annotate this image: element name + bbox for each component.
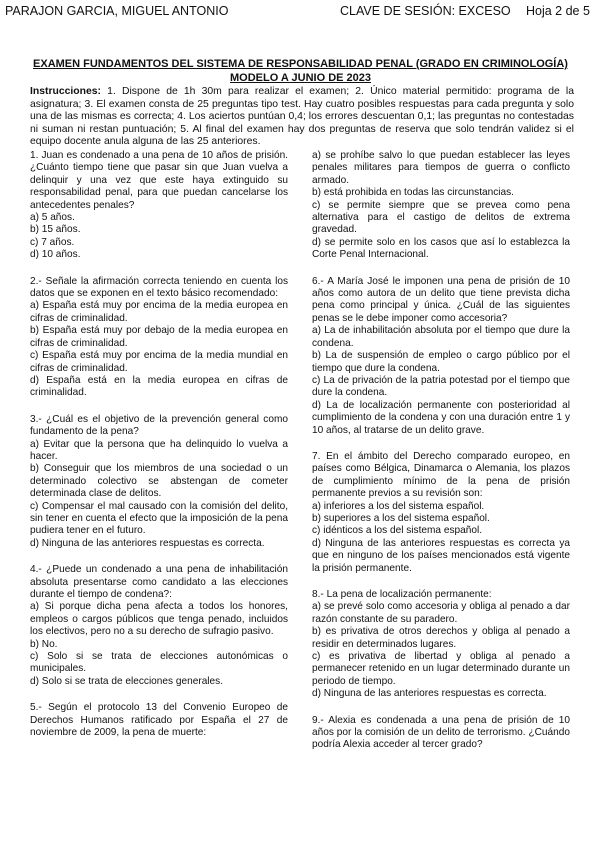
exam-model: MODELO A JUNIO DE 2023 — [230, 72, 371, 84]
question-2 — [30, 276, 288, 400]
answer-option: a) España está muy por encima de la media europea en cifras de criminalidad. — [30, 300, 288, 324]
answer-option: a) inferiores a los del sistema español. — [312, 500, 485, 512]
question-stem: 2.- Señale la afirmación correcta teniendo en cuenta los datos que se exponen en el texto básico recomendado: — [30, 275, 288, 300]
question-4 — [30, 564, 288, 688]
answer-option: b) 15 años. — [30, 224, 81, 236]
answer-option: d) Ninguna de las anteriores respuestas es correcta. — [312, 688, 547, 700]
answer-option: c) España está muy por encima de la media mundial en cifras de criminalidad. — [30, 350, 288, 374]
question-5-continued — [312, 150, 570, 262]
answer-option: b) La de suspensión de empleo o cargo público por el tiempo que dure la condena. — [312, 350, 570, 374]
answer-option: d) La de localización permanente con posterioridad al cumplimiento de la condena y con una duración entre 1 y 10 años, al tratarse de un delito grave. — [312, 399, 570, 436]
session-key: CLAVE DE SESIÓN: EXCESO — [340, 4, 511, 18]
answer-option: d) se permite solo en los casos que así lo establezca la Corte Penal Internacional. — [312, 236, 570, 261]
question-stem: 3.- ¿Cuál es el objetivo de la prevención general como fundamento de la pena? — [30, 413, 288, 438]
answer-option: b) España está muy por debajo de la media europea en cifras de criminalidad. — [30, 325, 288, 349]
answer-option: b) es privativa de otros derechos y obliga al penado a residir en determinados lugares. — [312, 626, 570, 650]
exam-title: EXAMEN FUNDAMENTOS DEL SISTEMA DE RESPONSABILIDAD PENAL (GRADO EN CRIMINOLOGÍA) — [33, 58, 568, 70]
answer-option: d) Solo si se trata de elecciones generales. — [30, 675, 224, 687]
answer-option: d) 10 años. — [30, 249, 81, 261]
answer-option: d) Ninguna de las anteriores respuestas es correcta ya que en ninguno de los países mencionados está vigente la prisión permanente. — [312, 537, 570, 574]
right-column — [312, 150, 570, 765]
answer-option: c) Solo si se trata de elecciones autonómicas o municipales. — [30, 651, 288, 675]
answer-option: b) Conseguir que los miembros de una sociedad o un determinado colectivo se abstengan de cometer determinada clase de delitos. — [30, 463, 288, 500]
answer-option: a) La de inhabilitación absoluta por el tiempo que dure la condena. — [312, 325, 570, 349]
question-stem: 6.- A María José le imponen una pena de prisión de 10 años como autora de un delito que tiene prevista dicha pena como principal y única. ¿Cuál de las siguientes penas se le debe imponer como accesoria? — [312, 275, 570, 324]
question-stem: 1. Juan es condenado a una pena de 10 años de prisión. ¿Cuánto tiempo tiene que pasar sin que Juan vuelva a delinquir y una vez que este haya extinguido su responsabilidad penal, para que puedan cancelarse los antecedentes penales? — [30, 150, 288, 211]
answer-option: b) superiores a los del sistema español. — [312, 512, 490, 524]
answer-option: c) idénticos a los del sistema español. — [312, 525, 482, 537]
question-stem: 8.- La pena de localización permanente: — [312, 589, 492, 600]
answer-option: c) La de privación de la patria potestad por el tiempo que dure la condena. — [312, 374, 570, 399]
question-7 — [312, 451, 570, 575]
answer-option: c) se permite siempre que se prevea como pena alternativa para el castigo de delitos de extrema gravedad. — [312, 199, 570, 236]
question-9 — [312, 715, 570, 752]
instructions-label: Instrucciones: — [30, 86, 102, 97]
instructions-text: 1. Dispone de 1h 30m para realizar el examen; 2. Único material permitido: programa de la asignatura; 3. El examen consta de 25 preguntas tipo test. Hay cuatro posibles respuestas para cada pregunta y solo una de las mismas es correcta; 4. Los aciertos puntúan 0,4; los errores descuentan 0,1; las preguntas no contestadas ni suman ni restan puntuación; 5. Al final del examen hay dos preguntas de reserva que solo tendrán validez si el equipo docente anula alguna de las 25 anteriores. — [30, 86, 574, 148]
question-stem: 7. En el ámbito del Derecho comparado europeo, en países como Bélgica, Dinamarca o Alemania, los plazos de cumplimiento mínimo de la pena de prisión permanente previos a su revisión son: — [312, 450, 570, 500]
answer-option: a) Si porque dicha pena afecta a todos los honores, empleos o cargos públicos que tenga penado, incluidos los electivos, pero no a su derecho de sufragio pasivo. — [30, 601, 288, 638]
answer-option: c) 7 años. — [30, 236, 75, 248]
instructions — [30, 86, 574, 149]
answer-option: c) es privativa de libertad y obliga al penado a permanecer retenido en un lugar determinado durante un periodo de tiempo. — [312, 651, 570, 687]
page-number: Hoja 2 de 5 — [526, 4, 590, 18]
question-8 — [312, 589, 570, 701]
student-name: PARAJON GARCIA, MIGUEL ANTONIO — [5, 4, 229, 18]
answer-option: b) No. — [30, 638, 58, 650]
question-stem: 9.- Alexia es condenada a una pena de prisión de 10 años por la comisión de un delito de terrorismo. ¿Cuándo podría Alexia acceder al tercer grado? — [312, 714, 570, 751]
left-column — [30, 150, 288, 752]
question-stem: 4.- ¿Puede un condenado a una pena de inhabilitación absoluta presentarse como candidato a las elecciones durante el tiempo de condena?: — [30, 564, 288, 600]
answer-option: c) Compensar el mal causado con la comisión del delito, sin tener en cuenta el efecto que la imposición de la pena pudiera tener en el futuro. — [30, 500, 288, 537]
question-stem: 5.- Según el protocolo 13 del Convenio Europeo de Derechos Humanos ratificado por España el 27 de noviembre de 2009, la pena de muerte: — [30, 702, 288, 739]
answer-option: d) Ninguna de las anteriores respuestas es correcta. — [30, 537, 265, 549]
question-3 — [30, 414, 288, 550]
answer-option: d) España está en la media europea en cifras de criminalidad. — [30, 374, 288, 399]
answer-option: a) se prohíbe salvo lo que puedan establecer las leyes penales militares para tiempos de guerra o conflicto armado. — [312, 150, 570, 186]
answer-option: b) está prohibida en todas las circunstancias. — [312, 187, 514, 199]
question-1 — [30, 150, 288, 262]
answer-option: a) se prevé solo como accesoria y obliga al penado a dar razón constante de su paradero. — [312, 601, 570, 625]
answer-option: a) Evitar que la persona que ha delinquido lo vuelva a hacer. — [30, 438, 288, 462]
answer-option: a) 5 años. — [30, 212, 75, 224]
question-6 — [312, 276, 570, 437]
question-5 — [30, 702, 288, 739]
